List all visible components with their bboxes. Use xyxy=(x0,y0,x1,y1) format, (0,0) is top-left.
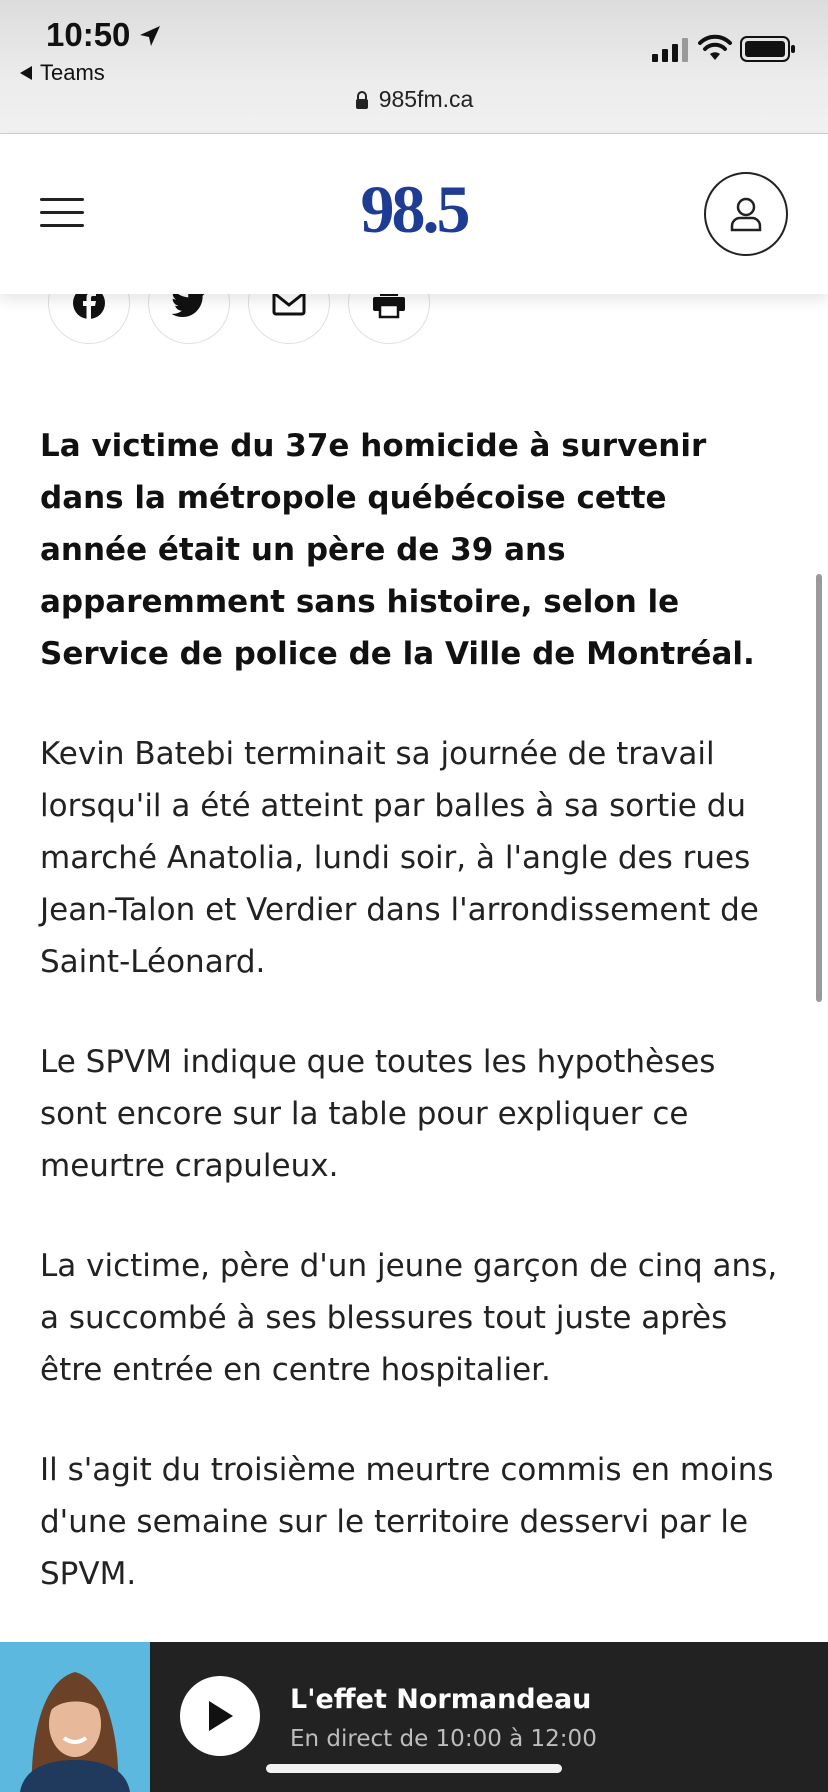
article-paragraph: Le SPVM indique que toutes les hypothèses sont encore sur la table pour expliquer ce meurtre crapuleux. xyxy=(40,1044,716,1184)
show-schedule: En direct de 10:00 à 12:00 xyxy=(290,1726,597,1752)
play-icon xyxy=(205,1699,235,1733)
site-header xyxy=(0,134,828,294)
article-paragraph: La victime, père d'un jeune garçon de cinq ans, a succombé à ses blessures tout juste après être entrée en centre hospitalier. xyxy=(40,1248,778,1388)
lock-icon xyxy=(355,91,369,109)
site-logo[interactable]: 98.5 xyxy=(360,171,468,247)
scrollbar[interactable] xyxy=(816,574,822,1002)
status-time: 10:50 xyxy=(46,16,131,53)
host-photo xyxy=(0,1642,150,1792)
article-body xyxy=(40,420,780,1648)
account-button[interactable] xyxy=(704,172,788,256)
article-lead: La victime du 37e homicide à survenir dans la métropole québécoise cette année était un père de 39 ans apparemment sans histoire, selon le Service de police de la Ville de Montréal. xyxy=(40,428,755,672)
back-caret-icon xyxy=(20,66,32,80)
play-button[interactable] xyxy=(180,1676,260,1756)
battery-icon xyxy=(740,36,796,62)
back-to-app-link[interactable] xyxy=(20,60,105,86)
status-bar xyxy=(0,0,828,134)
article-paragraph: Il s'agit du troisième meurtre commis en moins d'une semaine sur le territoire desservi par le SPVM. xyxy=(40,1452,774,1592)
wifi-icon xyxy=(698,34,732,62)
back-app-label: Teams xyxy=(40,60,105,85)
cellular-signal-icon xyxy=(652,38,690,62)
article-paragraph: Kevin Batebi terminait sa journée de travail lorsqu'il a été atteint par balles à sa sortie du marché Anatolia, lundi soir, à l'angle des rues Jean-Talon et Verdier dans l'arrondissement de Saint-Léonard. xyxy=(40,736,759,980)
location-arrow-icon xyxy=(138,24,162,48)
show-title[interactable]: L'effet Normandeau xyxy=(290,1684,592,1715)
address-bar[interactable] xyxy=(0,86,828,113)
user-icon xyxy=(729,196,763,232)
home-indicator[interactable] xyxy=(266,1764,562,1773)
url-text: 985fm.ca xyxy=(378,86,474,112)
